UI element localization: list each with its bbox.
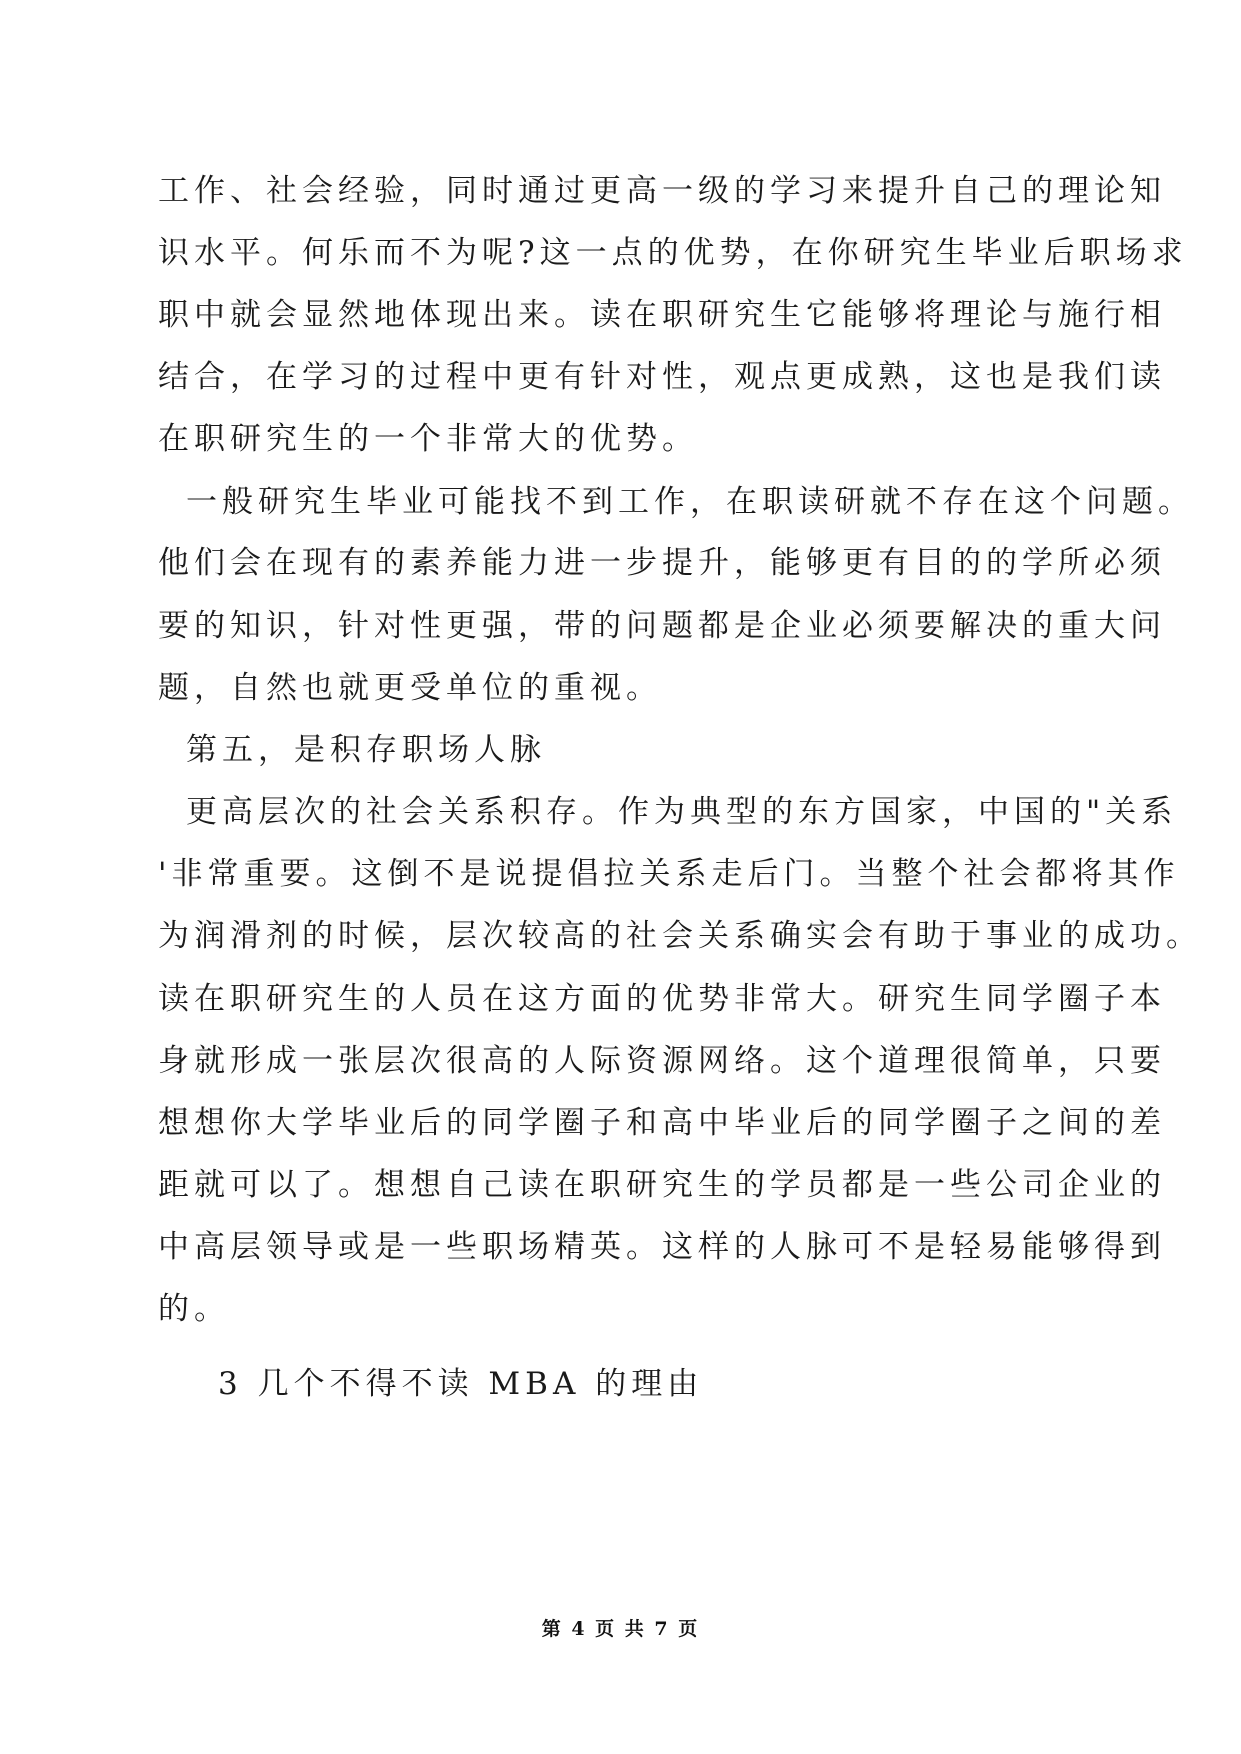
text-line: 更高层次的社会关系积存。作为典型的东方国家，中国的"关系 (186, 794, 1178, 830)
text-line: 中高层领导或是一些职场精英。这样的人脉可不是轻易能够得到 (158, 1229, 1166, 1265)
text-line: 的。 (158, 1291, 230, 1327)
text-line: 读在职研究生的人员在这方面的优势非常大。研究生同学圈子本 (158, 981, 1166, 1017)
section-heading: 第五，是积存职场人脉 (186, 732, 546, 768)
text-line: 一般研究生毕业可能找不到工作，在职读研就不存在这个问题。 (186, 484, 1194, 520)
text-line: '非常重要。这倒不是说提倡拉关系走后门。当整个社会都将其作 (158, 856, 1180, 892)
text-line: 职中就会显然地体现出来。读在职研究生它能够将理论与施行相 (158, 297, 1166, 333)
text-line: 想想你大学毕业后的同学圈子和高中毕业后的同学圈子之间的差 (158, 1105, 1166, 1141)
text-line: 为润滑剂的时候，层次较高的社会关系确实会有助于事业的成功。 (158, 918, 1202, 954)
section-heading: 3 几个不得不读 MBA 的理由 (218, 1366, 704, 1402)
text-line: 识水平。何乐而不为呢?这一点的优势，在你研究生毕业后职场求 (158, 235, 1188, 271)
text-line: 他们会在现有的素养能力进一步提升，能够更有目的的学所必须 (158, 545, 1166, 581)
text-line: 工作、社会经验，同时通过更高一级的学习来提升自己的理论知 (158, 173, 1166, 209)
text-line: 身就形成一张层次很高的人际资源网络。这个道理很简单，只要 (158, 1043, 1166, 1079)
text-line: 题，自然也就更受单位的重视。 (158, 670, 662, 706)
page-number-footer: 第 4 页 共 7 页 (541, 1618, 700, 1640)
text-line: 距就可以了。想想自己读在职研究生的学员都是一些公司企业的 (158, 1167, 1166, 1203)
text-line: 要的知识，针对性更强，带的问题都是企业必须要解决的重大问 (158, 608, 1166, 644)
text-line: 结合，在学习的过程中更有针对性，观点更成熟，这也是我们读 (158, 359, 1166, 395)
text-line: 在职研究生的一个非常大的优势。 (158, 421, 698, 457)
